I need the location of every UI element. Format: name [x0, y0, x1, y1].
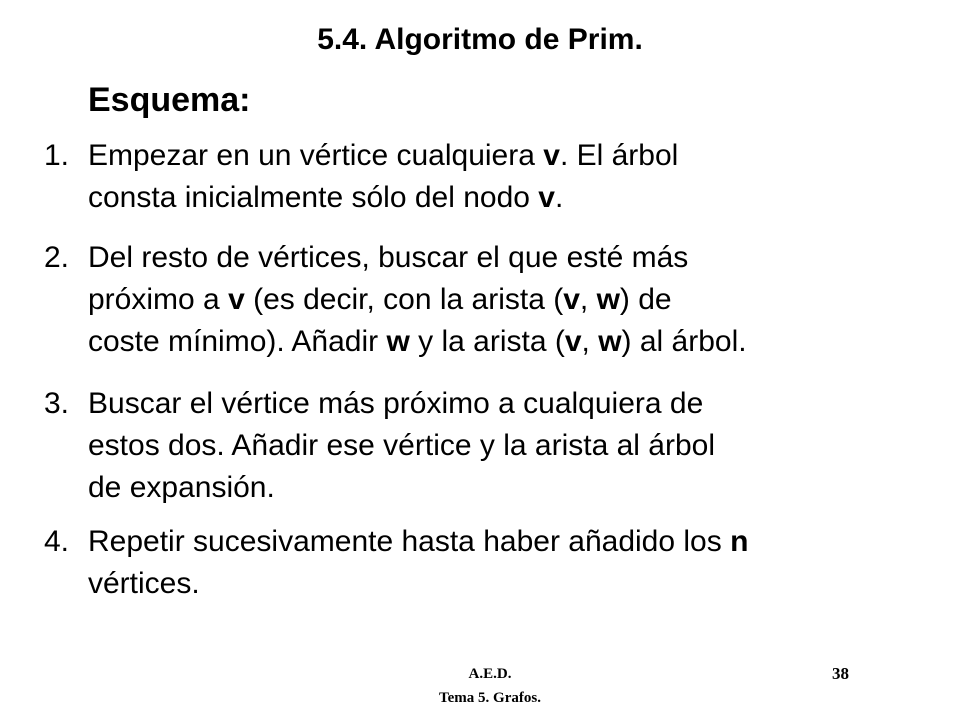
section-heading: Esquema:: [88, 81, 251, 119]
text-run: Buscar el vértice más próximo a cualquiera de: [88, 387, 704, 420]
list-item-number: 4.: [44, 525, 70, 558]
text-run: ,: [579, 283, 597, 316]
variable-term: w: [596, 283, 620, 316]
text-line: [88, 467, 928, 509]
text-run: ,: [581, 325, 599, 358]
variable-term: v: [543, 139, 560, 172]
variable-term: v: [228, 283, 245, 316]
text-run: . El árbol: [559, 139, 679, 172]
text-run: vértices.: [88, 567, 200, 600]
variable-term: n: [730, 525, 749, 558]
list-item-number: 1.: [44, 139, 70, 172]
text-run: Empezar en un vértice cualquiera: [88, 139, 544, 172]
footer-topic: Tema 5. Grafos.: [439, 690, 541, 706]
text-run: consta inicialmente sólo del nodo: [88, 181, 539, 214]
text-run: y la arista (: [409, 325, 565, 358]
text-run: estos dos. Añadir ese vértice y la arista al árbol: [88, 429, 715, 462]
text-run: próximo a: [88, 283, 229, 316]
text-run: (es decir, con la arista (: [244, 283, 564, 316]
text-run: coste mínimo). Añadir: [88, 325, 387, 358]
page-number: 38: [832, 664, 849, 683]
text-line: [88, 177, 928, 219]
list-item-text: [88, 383, 928, 509]
variable-term: w: [386, 325, 410, 358]
text-run: de expansión.: [88, 471, 275, 504]
text-run: .: [554, 181, 564, 214]
footer-course-name: A.E.D.: [468, 666, 512, 682]
text-line: [88, 521, 928, 563]
list-item-number: 3.: [44, 387, 70, 420]
slide-title: 5.4. Algoritmo de Prim.: [317, 23, 643, 56]
text-line: [88, 135, 928, 177]
text-run: ) al árbol.: [621, 325, 747, 358]
list-item-text: [88, 135, 928, 219]
text-run: Del resto de vértices, buscar el que esté más: [88, 241, 689, 274]
variable-term: v: [563, 283, 580, 316]
footer-course: [400, 662, 580, 710]
text-run: ) de: [619, 283, 672, 316]
variable-term: v: [564, 325, 582, 358]
text-line: [88, 279, 928, 321]
text-line: [88, 321, 928, 363]
text-line: [88, 425, 928, 467]
text-run: Repetir sucesivamente hasta haber añadido los: [88, 525, 731, 558]
list-item-text: [88, 521, 928, 605]
variable-term: w: [598, 325, 622, 358]
list-item-text: [88, 237, 928, 363]
text-line: [88, 563, 928, 605]
text-line: [88, 383, 928, 425]
text-line: [88, 237, 928, 279]
list-item-number: 2.: [44, 241, 70, 274]
variable-term: v: [538, 181, 555, 214]
